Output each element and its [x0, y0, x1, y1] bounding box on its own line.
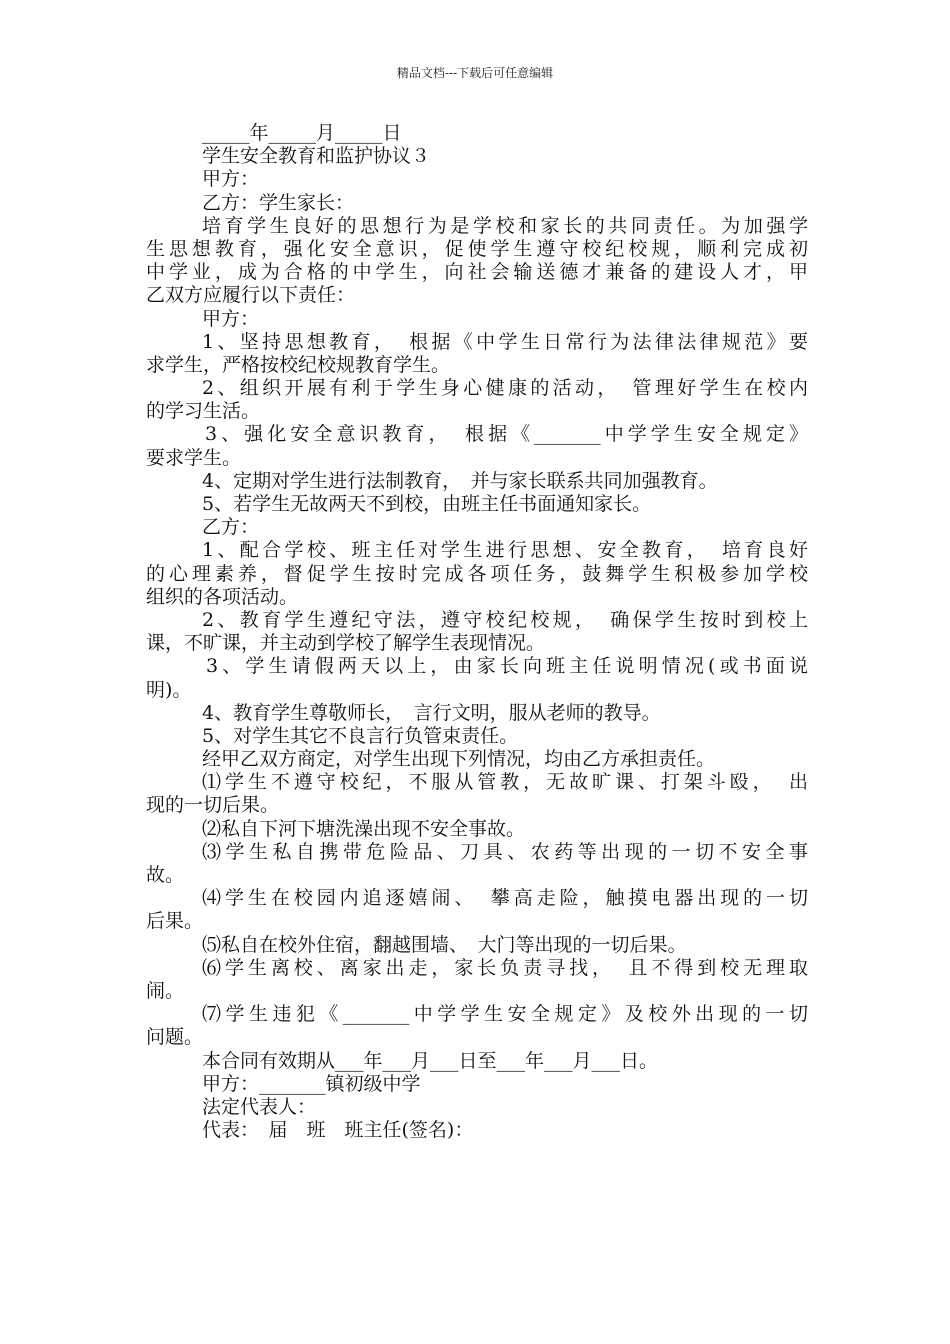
text-line: 甲方：	[202, 168, 260, 191]
text-line: 法定代表人：	[202, 1095, 317, 1118]
text-line: ⑹学生离校、离家出走，家长负责寻找， 且不得到校无理取	[202, 956, 808, 979]
document-body	[146, 122, 808, 1142]
text-line: 乙方：学生家长：	[202, 191, 355, 214]
text-line: 问题。	[146, 1026, 204, 1049]
text-line: ⑶学生私自携带危险品、刀具、农药等出现的一切不安全事	[202, 840, 808, 863]
text-line: 乙方：	[202, 516, 260, 539]
page-header: 精品文档---下载后可任意编辑	[396, 66, 554, 80]
text-line: 4、教育学生尊敬师长， 言行文明，服从老师的教导。	[202, 701, 661, 724]
text-line: 培育学生良好的思想行为是学校和家长的共同责任。为加强学	[202, 214, 808, 237]
text-line: ⑷学生在校园内追逐嬉闹、 攀高走险，触摸电器出现的一切	[202, 887, 808, 910]
text-line: 5、若学生无故两天不到校，由班主任书面通知家长。	[202, 493, 652, 515]
text-line: 代表： 届 班 班主任(签名)：	[202, 1119, 474, 1142]
text-line: ⑴学生不遵守校纪，不服从管教，无故旷课、打架斗殴， 出	[202, 771, 808, 794]
text-line: _____年_____月_____日	[202, 122, 402, 144]
text-line: 3、学生请假两天以上，由家长向班主任说明情况(或书面说	[206, 655, 808, 678]
text-line: 后果。	[146, 910, 204, 933]
text-line: 1、坚持思想教育， 根据《中学生日常行为法律法律规范》要	[202, 330, 808, 353]
text-line: 3、强化安全意识教育， 根据《_______中学学生安全规定》	[205, 423, 808, 446]
text-line: 明)。	[146, 678, 192, 701]
text-line: 4、定期对学生进行法制教育， 并与家长联系共同加强教育。	[202, 469, 718, 492]
text-line: 课，不旷课，并主动到学校了解学生表现情况。	[146, 632, 546, 655]
text-line: ⑸私自在校外住宿，翻越围墙、 大门等出现的一切后果。	[202, 933, 687, 956]
text-line: 学生安全教育和监护协议３	[202, 145, 431, 168]
text-line: 2、组织开展有利于学生身心健康的活动， 管理好学生在校内	[202, 377, 808, 400]
text-line: 求学生，严格按校纪校规教育学生。	[146, 353, 451, 376]
text-line: 中学业，成为合格的中学生，向社会输送德才兼备的建设人才，甲	[146, 261, 808, 284]
text-line: 经甲乙双方商定，对学生出现下列情况，均由乙方承担责任。	[202, 748, 716, 771]
text-line: 生思想教育，强化安全意识，促使学生遵守校纪校规，顺利完成初	[146, 237, 808, 260]
text-line: 甲方：	[202, 307, 260, 330]
text-line: ⑵私自下河下塘洗澡出现不安全事故。	[202, 817, 526, 840]
text-line: 故。	[146, 864, 185, 886]
text-line: 现的一切后果。	[146, 794, 280, 817]
text-line: 闹。	[146, 979, 185, 1002]
text-line: 的学习生活。	[146, 400, 261, 423]
text-line: 要求学生。	[146, 446, 242, 469]
text-line: ⑺学生违犯《_______中学学生安全规定》及校外出现的一切	[202, 1003, 808, 1026]
text-line: 甲方：_______镇初级中学	[202, 1072, 421, 1095]
text-line: 2、教育学生遵纪守法，遵守校纪校规， 确保学生按时到校上	[202, 608, 808, 631]
text-line: 组织的各项活动。	[146, 585, 299, 608]
text-line: 本合同有效期从___年___月___日至___年___月___日。	[202, 1049, 659, 1072]
text-line: 的心理素养，督促学生按时完成各项任务，鼓舞学生积极参加学校	[146, 562, 808, 585]
text-line: 1、配合学校、班主任对学生进行思想、安全教育， 培育良好	[202, 539, 808, 562]
text-line: 乙双方应履行以下责任：	[146, 284, 356, 307]
text-line: 5、对学生其它不良言行负管束责任。	[202, 724, 519, 747]
